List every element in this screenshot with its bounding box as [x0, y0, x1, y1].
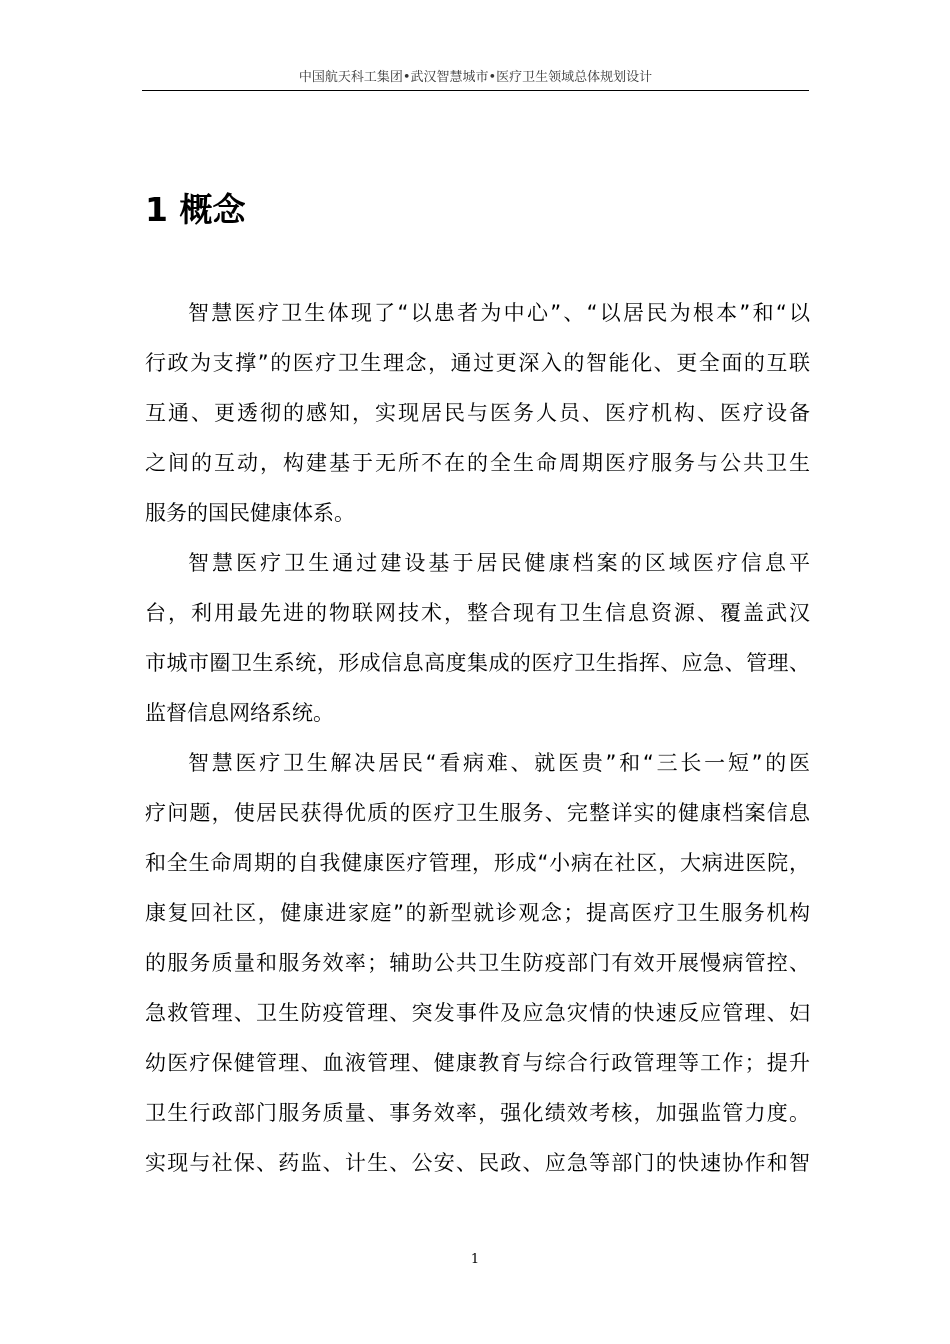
paragraph-2	[145, 538, 810, 738]
text-line: 和全生命周期的自我健康医疗管理，形成“小病在社区，大病进医院，	[145, 851, 810, 875]
text-line: 监督信息网络系统。	[145, 701, 334, 725]
page-header	[142, 68, 809, 91]
text-line: 实现与社保、药监、计生、公安、民政、应急等部门的快速协作和智	[145, 1151, 810, 1175]
text-line: 卫生行政部门服务质量、事务效率，强化绩效考核，加强监管力度。	[145, 1101, 810, 1125]
paragraph-1	[145, 288, 810, 538]
text-line: 的服务质量和服务效率；辅助公共卫生防疫部门有效开展慢病管控、	[145, 951, 810, 975]
text-line: 急救管理、卫生防疫管理、突发事件及应急灾情的快速反应管理、妇	[145, 1001, 810, 1025]
body-text	[145, 288, 810, 1188]
chapter-title: 1 概念	[145, 190, 246, 229]
paragraph-3	[145, 738, 810, 1188]
text-line: 之间的互动，构建基于无所不在的全生命周期医疗服务与公共卫生	[145, 451, 810, 475]
text-line: 智慧医疗卫生通过建设基于居民健康档案的区域医疗信息平	[188, 551, 810, 575]
text-line: 智慧医疗卫生解决居民“看病难、就医贵”和“三长一短”的医	[188, 751, 810, 775]
text-line: 康复回社区，健康进家庭”的新型就诊观念；提高医疗卫生服务机构	[145, 901, 810, 925]
text-line: 智慧医疗卫生体现了“以患者为中心”、“以居民为根本”和“以	[188, 301, 810, 325]
running-title: 中国航天科工集团•武汉智慧城市•医疗卫生领域总体规划设计	[298, 70, 653, 85]
text-line: 服务的国民健康体系。	[145, 501, 355, 525]
text-line: 台，利用最先进的物联网技术，整合现有卫生信息资源、覆盖武汉	[145, 601, 810, 625]
text-line: 行政为支撑”的医疗卫生理念，通过更深入的智能化、更全面的互联	[145, 351, 810, 375]
text-line: 互通、更透彻的感知，实现居民与医务人员、医疗机构、医疗设备	[145, 401, 810, 425]
page-number: 1	[470, 1252, 480, 1267]
text-line: 市城市圈卫生系统，形成信息高度集成的医疗卫生指挥、应急、管理、	[145, 651, 810, 675]
text-line: 疗问题，使居民获得优质的医疗卫生服务、完整详实的健康档案信息	[145, 801, 810, 825]
text-line: 幼医疗保健管理、血液管理、健康教育与综合行政管理等工作；提升	[145, 1051, 810, 1075]
